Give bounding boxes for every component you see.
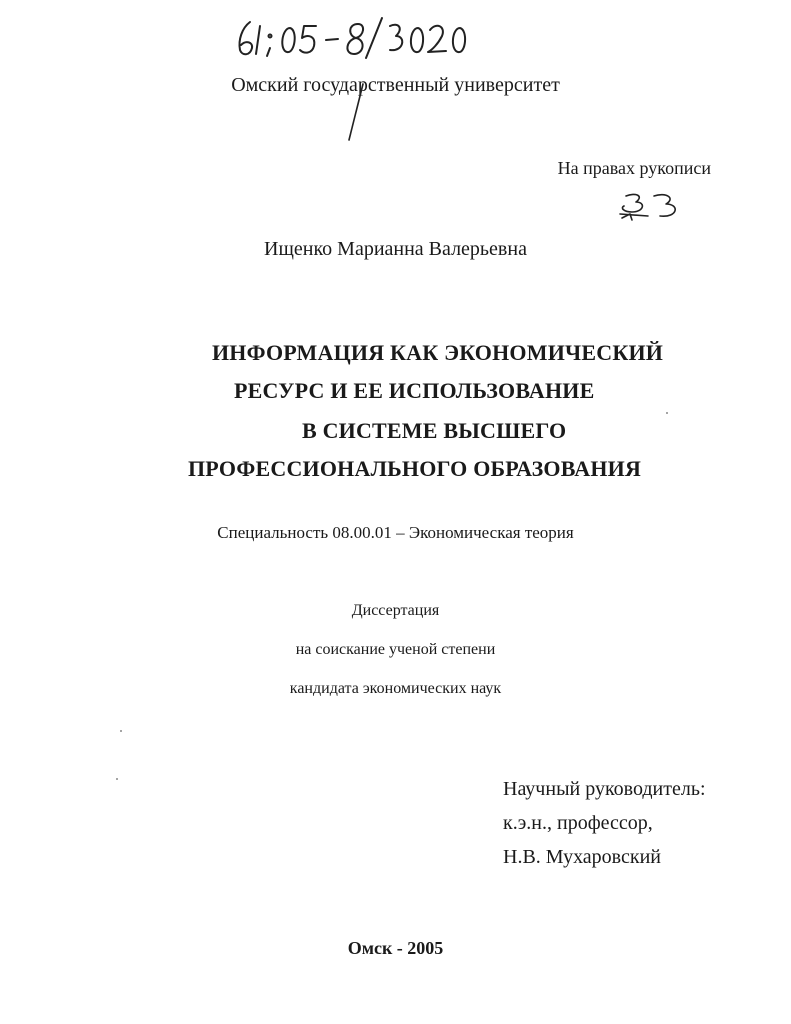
dissertation-label: Диссертация: [351, 602, 440, 619]
advisor-name: Н.В. Мухаровский: [503, 846, 662, 868]
scan-speck: [116, 778, 118, 780]
degree-purpose: на соискание ученой степени: [295, 641, 496, 658]
title-line: РЕСУРС И ЕЕ ИСПОЛЬЗОВАНИЕ: [234, 378, 595, 403]
university-name: Омский государственный университет: [231, 74, 560, 96]
scan-speck: [120, 730, 122, 732]
manuscript-rights-note: На правах рукописи: [557, 158, 711, 178]
title-line: ПРОФЕССИОНАЛЬНОГО ОБРАЗОВАНИЯ: [188, 456, 642, 481]
city-year: Омск - 2005: [347, 938, 444, 958]
signature-mark: [618, 190, 688, 222]
pen-stroke-mark: [345, 82, 367, 142]
title-line: В СИСТЕМЕ ВЫСШЕГО: [302, 418, 567, 443]
handwritten-registry-number: [232, 14, 482, 60]
advisor-heading: Научный руководитель:: [503, 778, 706, 800]
advisor-title: к.э.н., профессор,: [503, 812, 653, 834]
title-line: ИНФОРМАЦИЯ КАК ЭКОНОМИЧЕСКИЙ: [212, 340, 664, 365]
degree-name: кандидата экономических наук: [289, 680, 502, 697]
specialty-line: Специальность 08.00.01 – Экономическая теория: [217, 523, 574, 542]
author-name: Ищенко Марианна Валерьевна: [264, 238, 527, 260]
scan-speck: [666, 412, 668, 414]
